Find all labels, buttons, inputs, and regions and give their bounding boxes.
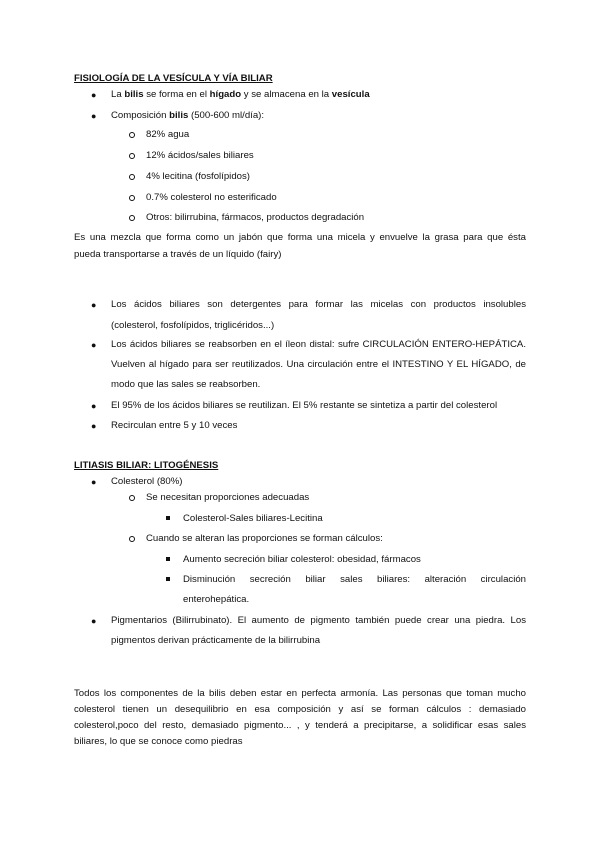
composition-item: 4% lecitina (fosfolípidos) <box>146 171 250 182</box>
bullet-text-line: Colesterol (80%) <box>111 476 183 487</box>
circle-bullet <box>129 174 135 180</box>
bullet-dot: ● <box>91 111 97 121</box>
composition-item: Otros: bilirrubina, fármacos, productos degradación <box>146 212 365 223</box>
sub-sub-item: Disminución secreción biliar sales biliares: alteración circulación <box>183 574 526 585</box>
circle-bullet <box>129 536 135 542</box>
composition-item: 12% ácidos/sales biliares <box>146 150 254 161</box>
composition-item: 82% agua <box>146 129 190 140</box>
closing-paragraph-line: colesterol,poco del resto, demasiado pigmento... , y tenderá a precipitarse, a solidificar esas sales <box>74 720 526 731</box>
closing-paragraph-line: biliares, lo que se conoce como piedras <box>74 736 243 747</box>
sub-sub-item: enterohepática. <box>183 594 250 605</box>
sub-item: Se necesitan proporciones adecuadas <box>146 492 310 503</box>
paragraph-line: pueda transportarse a través de un líquido (fairy) <box>74 249 282 260</box>
bullet-text-line: modo que las sales se reabsorben. <box>111 379 261 390</box>
bullet-dot: ● <box>91 421 97 431</box>
closing-paragraph-line: Todos los componentes de la bilis deben estar en perfecta armonía. Las personas que toman mucho <box>74 688 526 699</box>
bullet-bilis-composition: Composición bilis (500-600 ml/día): <box>111 110 265 121</box>
square-bullet <box>166 577 170 581</box>
bullet-text-line: Los ácidos biliares son detergentes para formar las micelas con productos insolubles <box>111 299 526 310</box>
sub-item: Cuando se alteran las proporciones se forman cálculos: <box>146 533 383 544</box>
circle-bullet <box>129 132 135 138</box>
bullet-dot: ● <box>91 616 97 626</box>
bullet-text-line: Los ácidos biliares se reabsorben en el íleon distal: sufre CIRCULACIÓN ENTERO-HEPÁTICA. <box>111 339 526 350</box>
bullet-dot: ● <box>91 90 97 100</box>
section-heading-litiasis: LITIASIS BILIAR: LITOGÉNESIS <box>74 460 219 471</box>
circle-bullet <box>129 153 135 159</box>
bullet-text-line: (colesterol, fosfolípidos, triglicéridos...) <box>111 320 275 331</box>
section-heading-fisiologia: FISIOLOGÍA DE LA VESÍCULA Y VÍA BILIAR <box>74 73 273 84</box>
bullet-text-line: Pigmentarios (Bilirrubinato). El aumento de pigmento también puede crear una piedra. Los <box>111 615 526 626</box>
bullet-bilis-formation: La bilis se forma en el hígado y se almacena en la vesícula <box>111 89 370 100</box>
square-bullet <box>166 516 170 520</box>
bullet-text-line: Vuelven al hígado para ser reutilizados. Una circulación entre el INTESTINO Y EL HÍGADO, de <box>111 359 526 370</box>
circle-bullet <box>129 495 135 501</box>
square-bullet <box>166 557 170 561</box>
sub-sub-item: Colesterol-Sales biliares-Lecitina <box>183 513 323 524</box>
bullet-text-line: Recirculan entre 5 y 10 veces <box>111 420 238 431</box>
circle-bullet <box>129 195 135 201</box>
sub-sub-item: Aumento secreción biliar colesterol: obesidad, fármacos <box>183 554 421 565</box>
bullet-dot: ● <box>91 300 97 310</box>
bullet-dot: ● <box>91 340 97 350</box>
composition-item: 0.7% colesterol no esterificado <box>146 192 277 203</box>
bullet-dot: ● <box>91 401 97 411</box>
bullet-text-line: El 95% de los ácidos biliares se reutilizan. El 5% restante se sintetiza a partir del colesterol <box>111 400 498 411</box>
closing-paragraph-line: colesterol tienen un desequilibrio en esa composición y así se forman cálculos : demasiado <box>74 704 526 715</box>
paragraph-line: Es una mezcla que forma como un jabón que forma una micela y envuelve la grasa para que ésta <box>74 232 526 243</box>
circle-bullet <box>129 215 135 221</box>
bullet-text-line: pigmentos derivan prácticamente de la bilirrubina <box>111 635 321 646</box>
bullet-dot: ● <box>91 477 97 487</box>
